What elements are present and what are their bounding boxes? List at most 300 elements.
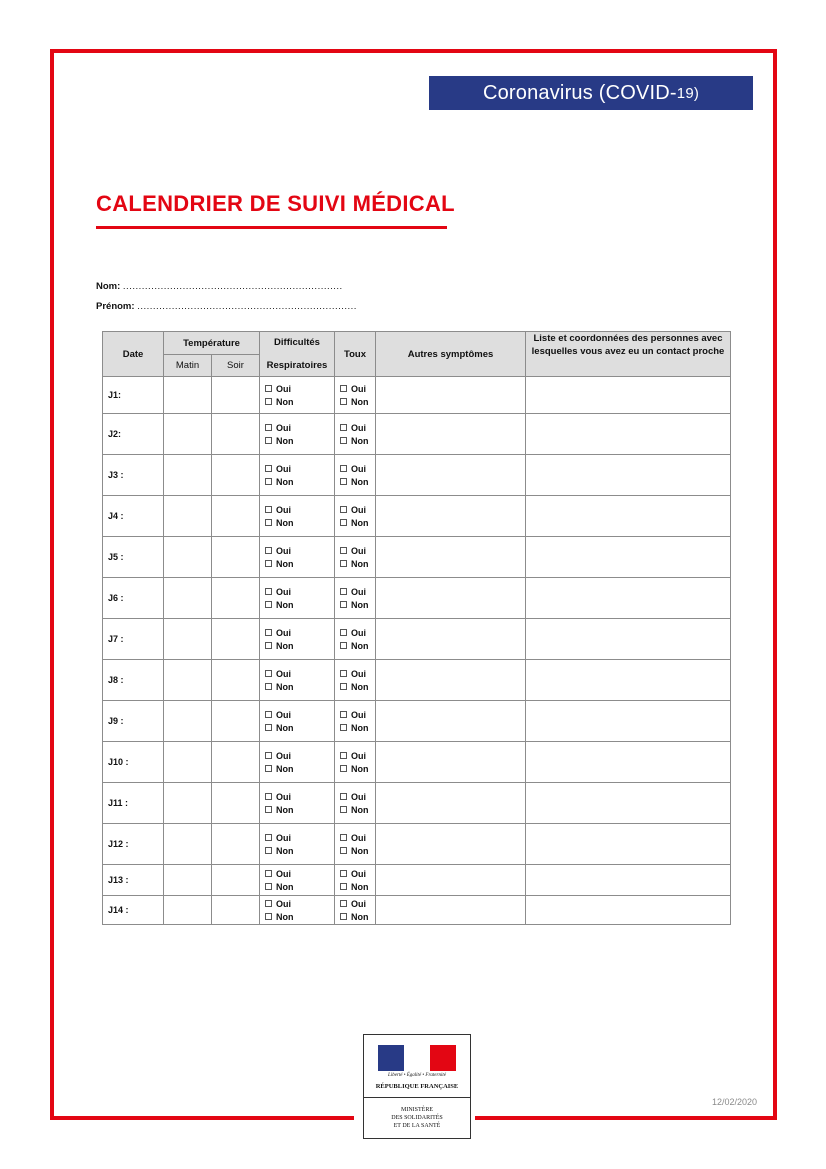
checkbox-icon[interactable] [340,642,347,649]
toux-cell [335,377,376,414]
difficultes-cell [260,377,335,414]
checkbox-icon[interactable] [340,870,347,877]
autres-cell[interactable] [376,865,526,896]
toux-oui-label: Oui [351,832,366,843]
checkbox-icon[interactable] [265,437,272,444]
temp-matin-cell[interactable] [164,455,212,496]
table-row [103,619,731,660]
difficultes-cell [260,455,335,496]
marianne-flag-icon [378,1045,456,1071]
toux-oui-option[interactable] [340,899,375,909]
logo-republic: RÉPUBLIQUE FRANÇAISE [375,1083,459,1090]
checkbox-icon[interactable] [340,806,347,813]
toux-oui-option[interactable] [340,751,375,761]
difficultes-oui-label: Oui [276,868,291,879]
difficultes-cell [260,896,335,925]
checkbox-icon[interactable] [340,519,347,526]
difficultes-cell [260,414,335,455]
toux-non-option[interactable] [340,600,375,610]
difficultes-non-option[interactable] [265,641,334,651]
checkbox-icon[interactable] [340,834,347,841]
checkbox-icon[interactable] [265,913,272,920]
table-row [103,701,731,742]
liste-cell[interactable] [526,377,731,414]
checkbox-icon[interactable] [265,834,272,841]
toux-cell [335,455,376,496]
toux-non-label: Non [351,435,369,446]
difficultes-oui-option[interactable] [265,384,334,394]
checkbox-icon[interactable] [265,547,272,554]
header-difficultes-line2: Respiratoires [266,360,328,371]
temp-matin-cell[interactable] [164,701,212,742]
checkbox-icon[interactable] [265,900,272,907]
difficultes-non-label: Non [276,476,294,487]
toux-oui-option[interactable] [340,710,375,720]
tracking-table [102,331,731,925]
difficultes-non-option[interactable] [265,477,334,487]
difficultes-oui-label: Oui [276,832,291,843]
toux-non-option[interactable] [340,477,375,487]
checkbox-icon[interactable] [340,506,347,513]
checkbox-icon[interactable] [265,711,272,718]
difficultes-oui-label: Oui [276,791,291,802]
toux-cell [335,660,376,701]
toux-oui-label: Oui [351,668,366,679]
toux-oui-label: Oui [351,898,366,909]
table-row [103,824,731,865]
checkbox-icon[interactable] [265,752,272,759]
difficultes-cell [260,619,335,660]
difficultes-oui-option[interactable] [265,587,334,597]
table-body [103,377,731,925]
checkbox-icon[interactable] [340,465,347,472]
liste-cell[interactable] [526,455,731,496]
difficultes-non-option[interactable] [265,559,334,569]
autres-cell[interactable] [376,783,526,824]
temp-matin-cell[interactable] [164,660,212,701]
title-underline [96,226,447,229]
toux-oui-option[interactable] [340,833,375,843]
toux-oui-label: Oui [351,422,366,433]
difficultes-oui-label: Oui [276,750,291,761]
difficultes-oui-option[interactable] [265,505,334,515]
difficultes-oui-option[interactable] [265,628,334,638]
difficultes-cell [260,824,335,865]
checkbox-icon[interactable] [340,883,347,890]
difficultes-non-label: Non [276,599,294,610]
checkbox-icon[interactable] [265,642,272,649]
page-title: CALENDRIER DE SUIVI MÉDICAL [96,191,455,216]
table-row [103,537,731,578]
checkbox-icon[interactable] [265,724,272,731]
difficultes-non-option[interactable] [265,723,334,733]
difficultes-oui-option[interactable] [265,792,334,802]
difficultes-oui-option[interactable] [265,899,334,909]
difficultes-oui-option[interactable] [265,751,334,761]
government-logo [363,1034,471,1139]
liste-cell[interactable] [526,783,731,824]
temp-matin-cell[interactable] [164,537,212,578]
checkbox-icon[interactable] [265,519,272,526]
toux-oui-label: Oui [351,791,366,802]
liste-cell[interactable] [526,824,731,865]
toux-oui-label: Oui [351,463,366,474]
checkbox-icon[interactable] [340,765,347,772]
checkbox-icon[interactable] [340,711,347,718]
difficultes-oui-option[interactable] [265,833,334,843]
autres-cell[interactable] [376,455,526,496]
toux-oui-option[interactable] [340,628,375,638]
autres-cell[interactable] [376,537,526,578]
toux-non-option[interactable] [340,397,375,407]
temp-matin-cell[interactable] [164,896,212,925]
difficultes-non-option[interactable] [265,805,334,815]
checkbox-icon[interactable] [265,588,272,595]
frame-right [773,49,777,1120]
liste-cell[interactable] [526,537,731,578]
difficultes-non-label: Non [276,681,294,692]
temp-soir-cell[interactable] [212,578,260,619]
table-row [103,414,731,455]
autres-cell[interactable] [376,742,526,783]
difficultes-oui-option[interactable] [265,546,334,556]
difficultes-non-option[interactable] [265,436,334,446]
checkbox-icon[interactable] [265,478,272,485]
frame-bottom-right [475,1116,777,1120]
checkbox-icon[interactable] [340,547,347,554]
temp-soir-cell[interactable] [212,455,260,496]
toux-oui-label: Oui [351,709,366,720]
difficultes-non-option[interactable] [265,518,334,528]
ministry-line1: MINISTÈRE [401,1107,433,1113]
nom-field [96,281,343,292]
day-cell: J3 : [103,455,164,496]
toux-oui-label: Oui [351,504,366,515]
logo-divider [364,1097,470,1098]
difficultes-non-option[interactable] [265,846,334,856]
checkbox-icon[interactable] [340,601,347,608]
liste-cell[interactable] [526,496,731,537]
difficultes-non-label: Non [276,845,294,856]
checkbox-icon[interactable] [265,806,272,813]
checkbox-icon[interactable] [265,793,272,800]
difficultes-non-label: Non [276,517,294,528]
checkbox-icon[interactable] [265,629,272,636]
day-cell: J9 : [103,701,164,742]
difficultes-non-label: Non [276,881,294,892]
header-matin: Matin [164,355,212,377]
liste-cell[interactable] [526,896,731,925]
toux-oui-option[interactable] [340,423,375,433]
toux-non-option[interactable] [340,559,375,569]
difficultes-non-option[interactable] [265,764,334,774]
nom-label: Nom: [96,281,121,292]
toux-cell [335,619,376,660]
difficultes-non-label: Non [276,763,294,774]
checkbox-icon[interactable] [265,883,272,890]
toux-non-label: Non [351,517,369,528]
checkbox-icon[interactable] [265,465,272,472]
header-soir: Soir [212,355,260,377]
difficultes-oui-label: Oui [276,898,291,909]
temp-matin-cell[interactable] [164,414,212,455]
checkbox-icon[interactable] [340,437,347,444]
difficultes-non-option[interactable] [265,600,334,610]
toux-non-option[interactable] [340,846,375,856]
header-liste: Liste et coordonnées des personnes avec lesquelles vous avez eu un contact proche [526,332,731,377]
prenom-label: Prénom: [96,301,135,312]
day-cell: J1: [103,377,164,414]
difficultes-cell [260,578,335,619]
toux-non-label: Non [351,396,369,407]
toux-non-option[interactable] [340,682,375,692]
toux-oui-option[interactable] [340,869,375,879]
frame-left [50,49,54,1120]
toux-non-label: Non [351,476,369,487]
liste-cell[interactable] [526,865,731,896]
toux-non-option[interactable] [340,723,375,733]
checkbox-icon[interactable] [265,506,272,513]
difficultes-non-label: Non [276,722,294,733]
toux-non-label: Non [351,722,369,733]
difficultes-cell [260,742,335,783]
temp-matin-cell[interactable] [164,377,212,414]
ministry-line3: ET DE LA SANTÉ [393,1123,441,1129]
autres-cell[interactable] [376,619,526,660]
temp-soir-cell[interactable] [212,701,260,742]
toux-non-label: Non [351,640,369,651]
autres-cell[interactable] [376,377,526,414]
difficultes-non-label: Non [276,640,294,651]
table-row [103,865,731,896]
temp-soir-cell[interactable] [212,783,260,824]
toux-non-option[interactable] [340,805,375,815]
day-cell: J14 : [103,896,164,925]
toux-oui-label: Oui [351,868,366,879]
checkbox-icon[interactable] [340,913,347,920]
temp-soir-cell[interactable] [212,537,260,578]
checkbox-icon[interactable] [265,601,272,608]
toux-cell [335,742,376,783]
toux-non-label: Non [351,599,369,610]
temp-soir-cell[interactable] [212,865,260,896]
document-date: 12/02/2020 [712,1097,758,1107]
difficultes-oui-option[interactable] [265,869,334,879]
difficultes-cell [260,496,335,537]
checkbox-icon[interactable] [340,478,347,485]
toux-oui-option[interactable] [340,546,375,556]
header-difficultes [260,332,335,377]
toux-cell [335,578,376,619]
difficultes-oui-option[interactable] [265,669,334,679]
toux-cell [335,783,376,824]
logo-ministry [364,1106,470,1130]
difficultes-non-label: Non [276,435,294,446]
temp-matin-cell[interactable] [164,742,212,783]
checkbox-icon[interactable] [265,847,272,854]
difficultes-oui-label: Oui [276,422,291,433]
toux-non-label: Non [351,804,369,815]
autres-cell[interactable] [376,414,526,455]
difficultes-oui-option[interactable] [265,423,334,433]
toux-cell [335,896,376,925]
temp-soir-cell[interactable] [212,414,260,455]
difficultes-non-option[interactable] [265,882,334,892]
table-row [103,377,731,414]
toux-non-option[interactable] [340,764,375,774]
toux-non-option[interactable] [340,641,375,651]
checkbox-icon[interactable] [340,629,347,636]
difficultes-non-label: Non [276,558,294,569]
difficultes-oui-label: Oui [276,668,291,679]
checkbox-icon[interactable] [340,752,347,759]
temp-matin-cell[interactable] [164,824,212,865]
checkbox-icon[interactable] [265,560,272,567]
checkbox-icon[interactable] [340,560,347,567]
temp-soir-cell[interactable] [212,742,260,783]
checkbox-icon[interactable] [265,385,272,392]
header-temperature: Température [164,332,260,355]
checkbox-icon[interactable] [340,847,347,854]
difficultes-non-label: Non [276,911,294,922]
nom-dots[interactable]: ...................................................................... [122,281,343,292]
day-cell: J12 : [103,824,164,865]
toux-oui-option[interactable] [340,669,375,679]
difficultes-cell [260,701,335,742]
autres-cell[interactable] [376,896,526,925]
day-cell: J7 : [103,619,164,660]
difficultes-oui-option[interactable] [265,464,334,474]
temp-soir-cell[interactable] [212,377,260,414]
difficultes-oui-label: Oui [276,545,291,556]
temp-soir-cell[interactable] [212,619,260,660]
toux-non-label: Non [351,911,369,922]
liste-cell[interactable] [526,414,731,455]
toux-oui-option[interactable] [340,505,375,515]
checkbox-icon[interactable] [340,683,347,690]
temp-soir-cell[interactable] [212,660,260,701]
difficultes-oui-label: Oui [276,586,291,597]
covid-banner [429,76,753,110]
day-cell: J13 : [103,865,164,896]
difficultes-non-option[interactable] [265,912,334,922]
toux-cell [335,824,376,865]
toux-non-option[interactable] [340,518,375,528]
temp-soir-cell[interactable] [212,896,260,925]
toux-oui-label: Oui [351,586,366,597]
toux-non-label: Non [351,681,369,692]
temp-matin-cell[interactable] [164,783,212,824]
checkbox-icon[interactable] [265,765,272,772]
day-cell: J6 : [103,578,164,619]
toux-oui-option[interactable] [340,587,375,597]
checkbox-icon[interactable] [265,424,272,431]
checkbox-icon[interactable] [340,724,347,731]
liste-cell[interactable] [526,742,731,783]
checkbox-icon[interactable] [340,424,347,431]
checkbox-icon[interactable] [340,398,347,405]
day-cell: J4 : [103,496,164,537]
liste-cell[interactable] [526,660,731,701]
toux-oui-option[interactable] [340,792,375,802]
toux-non-label: Non [351,763,369,774]
difficultes-cell [260,537,335,578]
checkbox-icon[interactable] [340,793,347,800]
liste-cell[interactable] [526,619,731,660]
table-row [103,896,731,925]
checkbox-icon[interactable] [265,398,272,405]
table-row [103,660,731,701]
difficultes-cell [260,783,335,824]
day-cell: J5 : [103,537,164,578]
logo-motto: Liberté • Égalité • Fraternité [388,1073,446,1078]
checkbox-icon[interactable] [265,683,272,690]
day-cell: J11 : [103,783,164,824]
temp-soir-cell[interactable] [212,496,260,537]
table-row [103,742,731,783]
toux-non-option[interactable] [340,882,375,892]
autres-cell[interactable] [376,578,526,619]
checkbox-icon[interactable] [265,870,272,877]
prenom-dots[interactable]: ...................................................................... [137,301,357,312]
table-row [103,496,731,537]
ministry-line2: DES SOLIDARITÉS [391,1115,443,1121]
liste-cell[interactable] [526,578,731,619]
toux-oui-option[interactable] [340,384,375,394]
autres-cell[interactable] [376,824,526,865]
difficultes-cell [260,660,335,701]
toux-oui-label: Oui [351,627,366,638]
temp-matin-cell[interactable] [164,619,212,660]
toux-non-option[interactable] [340,912,375,922]
liste-cell[interactable] [526,701,731,742]
header-date: Date [103,332,164,377]
difficultes-oui-label: Oui [276,383,291,394]
header-toux: Toux [335,332,376,377]
temp-matin-cell[interactable] [164,496,212,537]
toux-oui-option[interactable] [340,464,375,474]
autres-cell[interactable] [376,701,526,742]
day-cell: J10 : [103,742,164,783]
autres-cell[interactable] [376,660,526,701]
temp-matin-cell[interactable] [164,865,212,896]
temp-matin-cell[interactable] [164,578,212,619]
toux-non-option[interactable] [340,436,375,446]
difficultes-non-option[interactable] [265,682,334,692]
checkbox-icon[interactable] [340,670,347,677]
day-cell: J8 : [103,660,164,701]
difficultes-oui-option[interactable] [265,710,334,720]
day-cell: J2: [103,414,164,455]
banner-text: Coronavirus (COVID- [482,81,677,104]
checkbox-icon[interactable] [340,900,347,907]
checkbox-icon[interactable] [340,385,347,392]
checkbox-icon[interactable] [265,670,272,677]
toux-oui-label: Oui [351,545,366,556]
prenom-field [96,301,357,312]
toux-non-label: Non [351,881,369,892]
difficultes-non-label: Non [276,396,294,407]
checkbox-icon[interactable] [340,588,347,595]
difficultes-non-option[interactable] [265,397,334,407]
temp-soir-cell[interactable] [212,824,260,865]
table-row [103,578,731,619]
difficultes-oui-label: Oui [276,504,291,515]
autres-cell[interactable] [376,496,526,537]
toux-non-label: Non [351,845,369,856]
frame-top [50,49,777,53]
difficultes-oui-label: Oui [276,463,291,474]
